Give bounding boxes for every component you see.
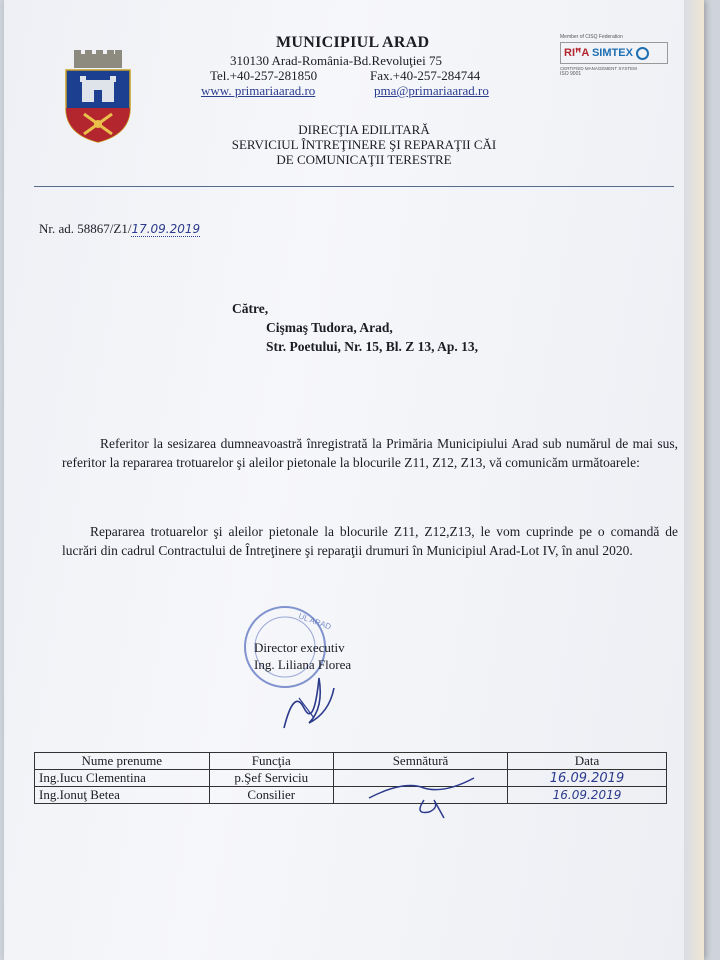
certification-logo	[560, 34, 668, 92]
table-header-row	[35, 753, 667, 770]
cert-top-text: Member of CISQ Federation	[560, 34, 623, 40]
body-paragraph-1: Referitor la sesizarea dumneavoastră înregistrată la Primăria Municipiului Arad sub numărul de mai sus, referitor la repararea trotuarelor şi aleilor pietonale la blocurile Z11, Z12, Z13, vă comunicăm următoarele:	[62, 436, 678, 470]
cert-circle-icon	[636, 47, 649, 60]
registration-date: 17.09.2019	[131, 222, 201, 236]
registration-number	[39, 221, 200, 237]
row-2-name: Ing.Ionuţ Betea	[35, 787, 210, 804]
department-block	[164, 122, 564, 167]
page-fold-shadow	[684, 0, 704, 960]
body-paragraph-2: Repararea trotuarelor şi aleilor pietonale la blocurile Z11, Z12,Z13, le vom cuprinde pe o comandă de lucrări din cadrul Contractului de Întreţinere şi reparaţii drumuri în Municipiul Arad-Lot IV, în anul 2020.	[62, 524, 678, 558]
table-header-function: Funcţia	[209, 753, 334, 770]
table-signatures-icon	[364, 770, 484, 820]
institution-email-link[interactable]: pma@primariaarad.ro	[374, 83, 489, 98]
recipient-name: Cişmaş Tudora, Arad,	[266, 320, 393, 335]
signatory-title: Director executiv	[254, 640, 345, 655]
department-line-2: SERVICIUL ÎNTREŢINERE ŞI REPARAŢII CĂI	[231, 137, 497, 152]
institution-name: MUNICIPIUL ARAD	[276, 34, 430, 51]
cert-brand-left: RIꟸA	[564, 47, 589, 59]
stamp-text: UL ARAD	[297, 611, 333, 632]
cert-brand-right: SIMTEX	[591, 47, 633, 59]
department-line-3: DE COMUNICAŢII TERESTRE	[276, 152, 452, 167]
recipient-to-label: Către,	[232, 301, 269, 316]
table-header-name: Nume prenume	[35, 753, 210, 770]
table-row	[35, 770, 667, 787]
recipient-address: Str. Poetului, Nr. 15, Bl. Z 13, Ap. 13,	[266, 339, 479, 354]
signatory-name: Ing. Liliana Florea	[254, 657, 352, 672]
row-2-date: 16.09.2019	[508, 787, 667, 804]
director-signature-icon	[274, 668, 344, 738]
department-line-1: DIRECŢIA EDILITARĂ	[298, 122, 430, 137]
approval-table	[34, 752, 667, 804]
row-1-name: Ing.Iucu Clementina	[35, 770, 210, 787]
header-divider	[34, 186, 674, 187]
arad-coat-of-arms-icon	[64, 50, 132, 144]
row-1-function: p.Şef Serviciu	[209, 770, 334, 787]
cert-standard: ISO 9001	[560, 70, 582, 77]
institution-tel: Tel.+40-257-281850	[210, 68, 318, 83]
institution-fax: Fax.+40-257-284744	[370, 68, 481, 83]
row-1-date: 16.09.2019	[508, 770, 667, 787]
table-header-signature: Semnătură	[334, 753, 508, 770]
registration-label: Nr. ad. 58867/Z1/	[39, 221, 132, 236]
cert-system-text: CERTIFIED MANAGEMENT SYSTEM	[560, 65, 637, 71]
table-header-date: Data	[508, 753, 667, 770]
document-page	[4, 0, 704, 960]
row-2-function: Consilier	[209, 787, 334, 804]
institution-website-link[interactable]: www. primariaarad.ro	[201, 83, 316, 98]
table-row	[35, 787, 667, 804]
institution-address: 310130 Arad-România-Bd.Revoluţiei 75	[230, 53, 442, 68]
